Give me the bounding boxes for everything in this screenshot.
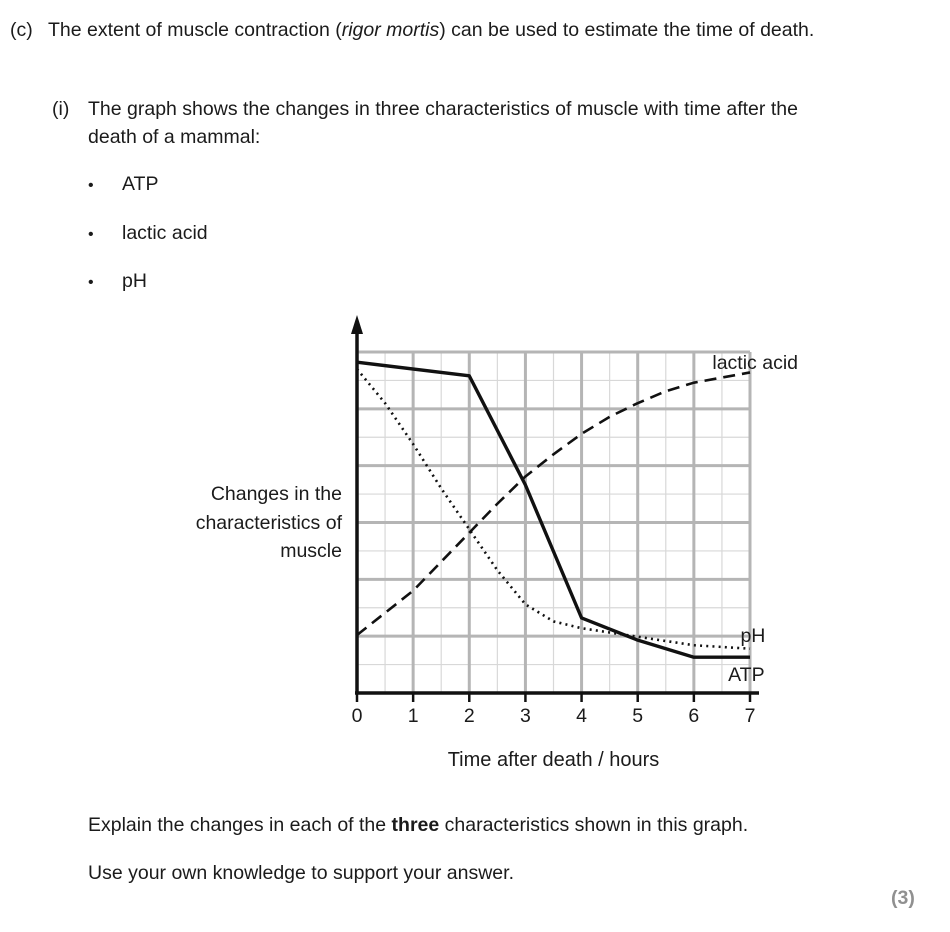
x-tick-label: 4 xyxy=(576,705,588,727)
x-tick-label: 7 xyxy=(744,705,756,727)
support-instruction: Use your own knowledge to support your answer. xyxy=(88,862,514,884)
bullet-label: pH xyxy=(122,270,147,292)
series-label-pH: pH xyxy=(740,624,766,647)
explain-after: characteristics shown in this graph. xyxy=(439,814,749,836)
question-part-label: (c) xyxy=(10,19,33,41)
marks-badge: (3) xyxy=(891,887,915,909)
y-axis-label: Changes in the characteristics of muscle xyxy=(195,483,342,562)
x-axis-title: Time after death / hours xyxy=(447,749,660,771)
list-item xyxy=(88,219,208,249)
bullet-label: ATP xyxy=(122,173,159,195)
muscle-characteristics-chart xyxy=(340,310,840,780)
italic-term: rigor mortis xyxy=(341,19,440,41)
bullet-label: lactic acid xyxy=(122,222,208,244)
x-tick-label: 6 xyxy=(688,705,700,727)
subquestion-label: (i) xyxy=(52,98,70,120)
chart-grid xyxy=(357,352,750,693)
question-part-text xyxy=(48,16,863,44)
x-tick-label: 3 xyxy=(519,705,531,727)
x-tick-label: 2 xyxy=(463,705,475,727)
series-label-lactic-acid: lactic acid xyxy=(712,352,799,375)
y-axis-arrowhead xyxy=(351,315,363,334)
explain-before: Explain the changes in each of the xyxy=(88,814,392,836)
part-text-after: ) can be used to estimate the time of death. xyxy=(439,19,815,41)
x-tick-label: 0 xyxy=(351,705,363,727)
x-tick-label: 5 xyxy=(632,705,644,727)
bullet-icon: • xyxy=(88,177,94,194)
bullet-icon: • xyxy=(88,226,94,243)
list-item xyxy=(88,170,158,200)
series-label-ATP: ATP xyxy=(728,664,765,687)
explain-question xyxy=(88,811,918,839)
x-tick-label: 1 xyxy=(407,705,419,727)
bullet-icon: • xyxy=(88,274,94,291)
part-text-before: The extent of muscle contraction ( xyxy=(48,19,342,41)
subquestion-text: The graph shows the changes in three characteristics of muscle with time after the death of a mammal: xyxy=(88,98,798,148)
list-item xyxy=(88,267,147,297)
explain-bold: three xyxy=(391,814,440,836)
